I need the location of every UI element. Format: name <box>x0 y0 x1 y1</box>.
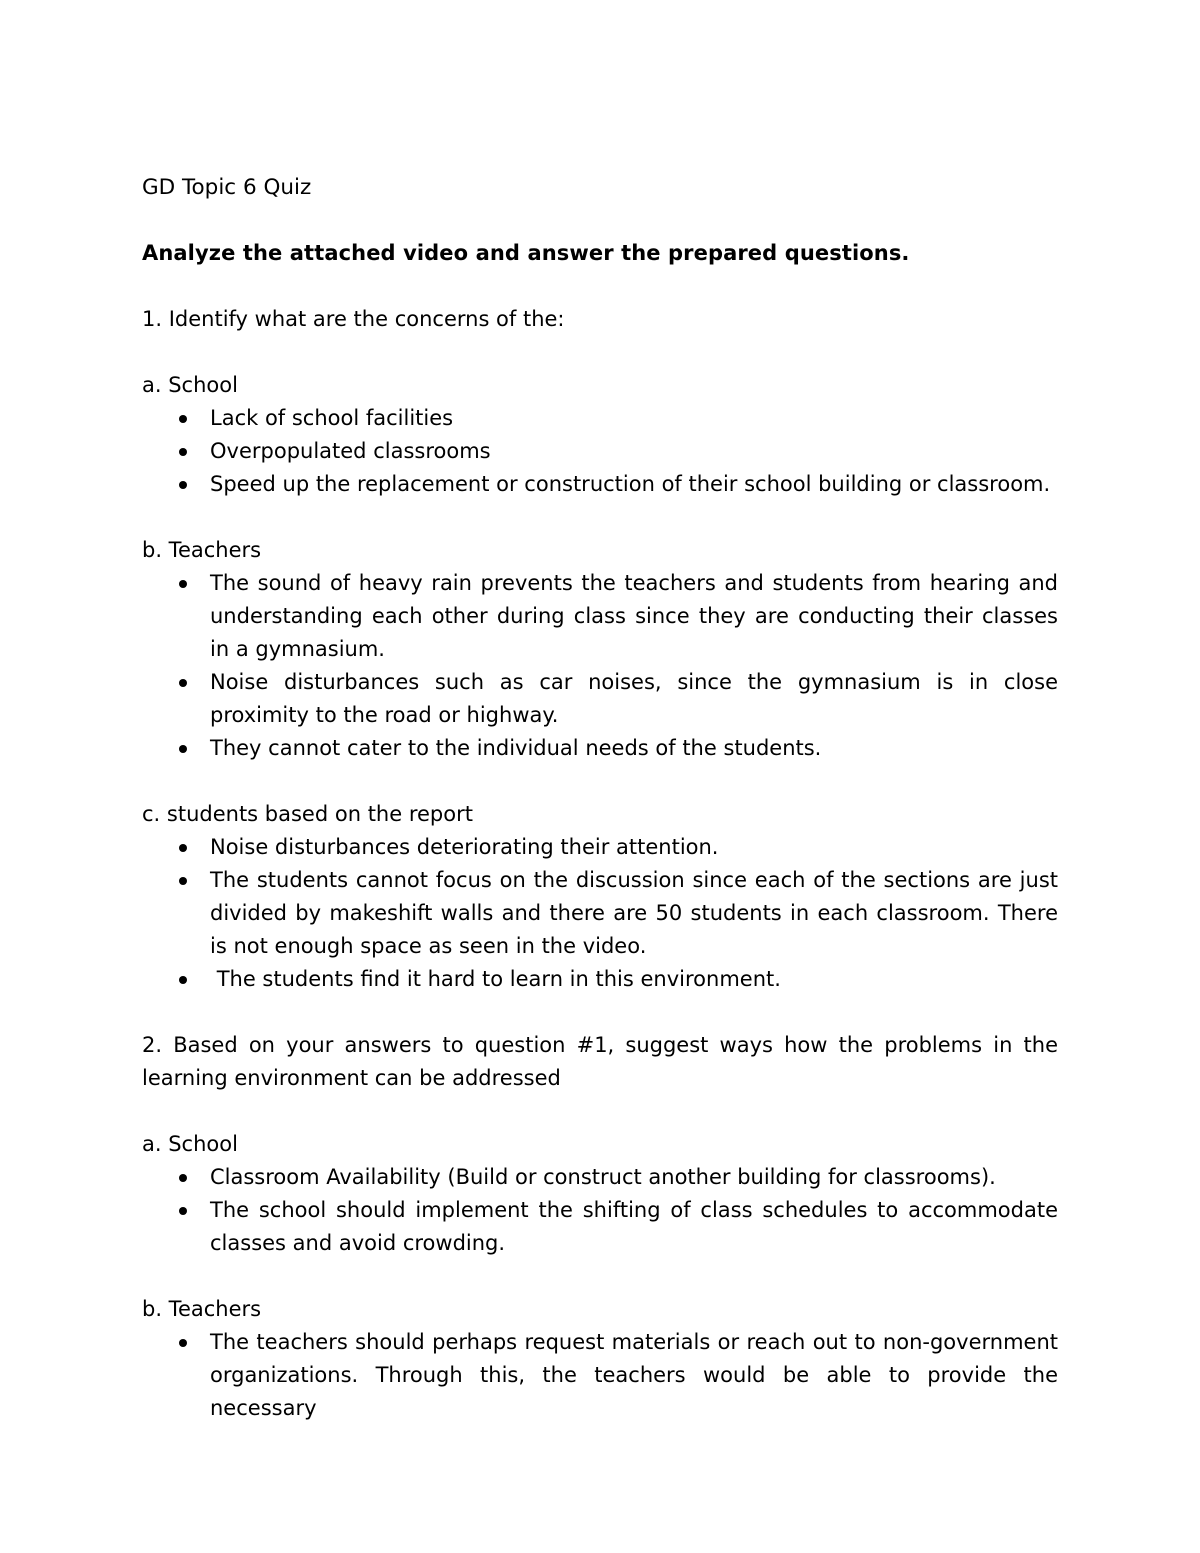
list-item-text: Speed up the replacement or construction of their school building or classroom. <box>210 472 1051 496</box>
bullet-icon <box>179 1339 187 1347</box>
list-item <box>142 435 1058 468</box>
q2-teachers-list <box>142 1326 1058 1425</box>
bullet-icon <box>179 415 187 423</box>
list-item <box>142 468 1058 501</box>
list-item-text: Noise disturbances such as car noises, since the gymnasium is in close proximity to the road or highway. <box>210 670 1058 727</box>
q1-school-list <box>142 402 1058 501</box>
bullet-icon <box>179 679 187 687</box>
list-item <box>142 1326 1058 1425</box>
list-item <box>142 864 1058 963</box>
bullet-icon <box>179 481 187 489</box>
q2-section-teachers-label: b. Teachers <box>142 1297 262 1321</box>
q2-school-list <box>142 1161 1058 1260</box>
list-item <box>142 732 1058 765</box>
question-2: 2. Based on your answers to question #1, suggest ways how the problems in the learning environment can be addressed <box>142 1033 1058 1090</box>
q2-section-school-label: a. School <box>142 1132 238 1156</box>
bullet-icon <box>179 976 187 984</box>
document-body <box>142 171 1058 1425</box>
document-title: GD Topic 6 Quiz <box>142 175 312 200</box>
list-item <box>142 1194 1058 1260</box>
list-item-text: The school should implement the shifting of class schedules to accommodate classes and avoid crowding. <box>210 1198 1058 1255</box>
question-1: 1. Identify what are the concerns of the: <box>142 307 565 331</box>
q1-section-school-label: a. School <box>142 373 238 397</box>
q1-teachers-list <box>142 567 1058 765</box>
bullet-icon <box>179 580 187 588</box>
list-item-text: Classroom Availability (Build or construct another building for classrooms). <box>210 1165 996 1189</box>
q1-students-list <box>142 831 1058 996</box>
bullet-icon <box>179 877 187 885</box>
bullet-icon <box>179 844 187 852</box>
bullet-icon <box>179 1207 187 1215</box>
q1-section-students-label: c. students based on the report <box>142 802 473 826</box>
list-item-text: The students find it hard to learn in this environment. <box>210 967 781 991</box>
list-item-text: Overpopulated classrooms <box>210 439 491 463</box>
list-item <box>142 666 1058 732</box>
list-item-text: Lack of school facilities <box>210 406 454 430</box>
q1-section-teachers-label: b. Teachers <box>142 538 262 562</box>
list-item-text: The students cannot focus on the discussion since each of the sections are just divided by makeshift walls and there are 50 students in each classroom. There is not enough space as seen in the video. <box>210 868 1058 958</box>
list-item-text: The teachers should perhaps request materials or reach out to non-government organizations. Through this, the teachers would be able to provide the necessary <box>210 1330 1058 1420</box>
list-item <box>142 1161 1058 1194</box>
bullet-icon <box>179 1174 187 1182</box>
bullet-icon <box>179 745 187 753</box>
list-item-text: They cannot cater to the individual needs of the students. <box>210 736 822 760</box>
list-item-text: Noise disturbances deteriorating their attention. <box>210 835 719 859</box>
instruction-text: Analyze the attached video and answer the prepared questions. <box>142 241 910 265</box>
list-item <box>142 963 1058 996</box>
list-item <box>142 402 1058 435</box>
bullet-icon <box>179 448 187 456</box>
list-item <box>142 831 1058 864</box>
list-item-text: The sound of heavy rain prevents the teachers and students from hearing and understanding each other during class since they are conducting their classes in a gymnasium. <box>210 571 1058 661</box>
list-item <box>142 567 1058 666</box>
